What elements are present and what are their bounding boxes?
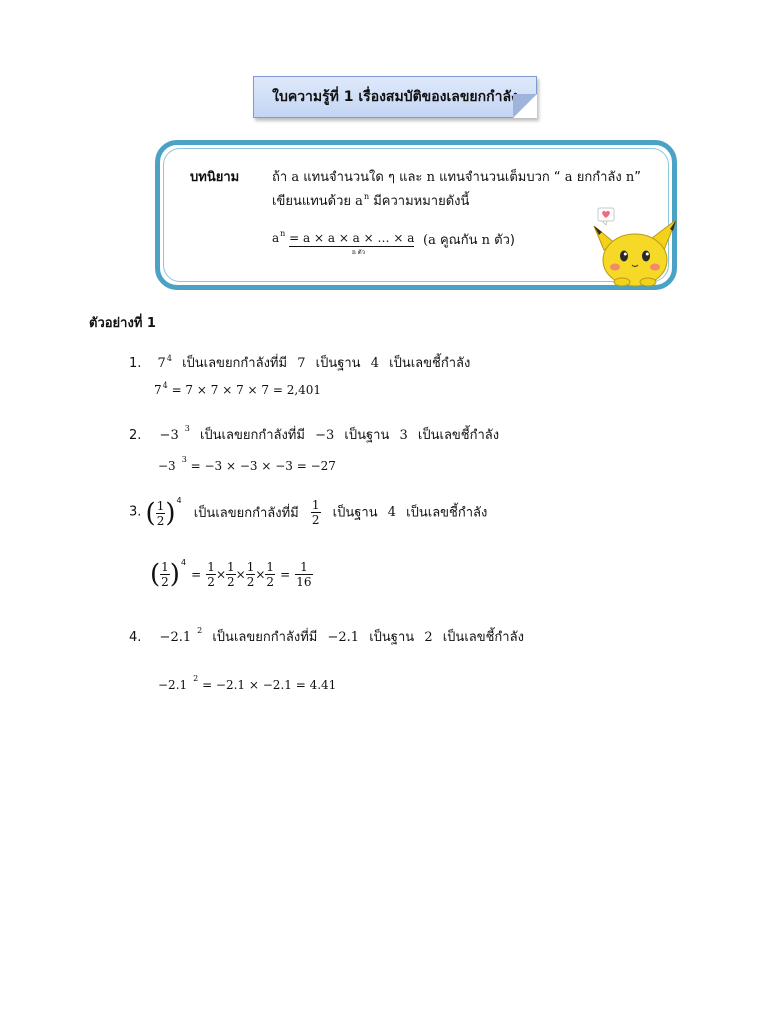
def-text: แทนจำนวนใด ๆ และ bbox=[303, 170, 423, 185]
def-symbol-base: a bbox=[355, 194, 363, 209]
example-text: เป็นเลขชี้กำลัง bbox=[406, 505, 488, 521]
example-2-expr bbox=[159, 424, 190, 443]
def-text: แทนจำนวนเต็มบวก “ bbox=[439, 170, 561, 185]
expr-exp: 3 bbox=[184, 424, 190, 433]
fraction bbox=[156, 499, 166, 528]
example-3-expr bbox=[145, 496, 186, 529]
example-number: 4. bbox=[129, 630, 142, 645]
example-exponent: 3 bbox=[399, 428, 408, 443]
def-text: มีความหมายดังนี้ bbox=[373, 194, 470, 209]
calc-rest: = −2.1 × −2.1 = 4.41 bbox=[202, 678, 337, 692]
example-2-statement bbox=[129, 424, 499, 445]
times-sign: × bbox=[215, 567, 226, 582]
example-text: เป็นเลขชี้กำลัง bbox=[442, 630, 524, 645]
example-exponent: 4 bbox=[387, 504, 397, 520]
expr-base: −2.1 bbox=[159, 630, 192, 645]
expr-base: 7 bbox=[157, 356, 166, 371]
def-text: เขียนแทนด้วย bbox=[272, 194, 352, 209]
times-sign: × bbox=[235, 567, 246, 582]
formula-underbrace-label: n ตัว bbox=[352, 249, 366, 256]
example-text: เป็นฐาน bbox=[369, 630, 415, 645]
equals-sign: = bbox=[280, 567, 291, 582]
example-1-expr bbox=[158, 356, 172, 371]
folded-corner bbox=[513, 94, 537, 118]
formula-lhs-exp: n bbox=[280, 229, 286, 238]
definition-line-2 bbox=[272, 190, 469, 211]
example-2-calc bbox=[158, 455, 336, 473]
example-3-base-fraction bbox=[311, 498, 321, 527]
expr-exp: 2 bbox=[197, 626, 203, 635]
fraction-numerator: 1 bbox=[207, 560, 215, 574]
example-text: เป็นฐาน bbox=[344, 428, 390, 443]
fraction-denominator: 2 bbox=[207, 575, 215, 589]
definition-label: บทนิยาม bbox=[190, 170, 240, 185]
fraction-denominator: 2 bbox=[311, 512, 320, 527]
equals-sign: = bbox=[191, 567, 202, 582]
def-symbol-exp: n bbox=[363, 192, 370, 201]
formula-lhs bbox=[272, 231, 285, 245]
definition-line-1 bbox=[272, 166, 641, 187]
expr-base: −3 bbox=[159, 428, 179, 443]
example-4-expr bbox=[159, 626, 203, 645]
fraction bbox=[226, 560, 236, 589]
example-text: เป็นเลขยกกำลังที่มี bbox=[182, 356, 288, 371]
formula-note bbox=[423, 229, 515, 250]
def-var-n: n bbox=[426, 170, 435, 185]
example-text: เป็นเลขยกกำลังที่มี bbox=[212, 630, 318, 645]
example-exponent: 2 bbox=[424, 630, 433, 645]
example-text: เป็นเลขยกกำลังที่มี bbox=[199, 428, 305, 443]
fraction-numerator: 1 bbox=[156, 499, 165, 513]
fraction-denominator: 16 bbox=[296, 575, 312, 589]
example-3-statement bbox=[129, 496, 487, 528]
calc-rest: = 7 × 7 × 7 × 7 = 2,401 bbox=[171, 383, 322, 397]
fraction-numerator: 1 bbox=[266, 560, 275, 574]
fraction-denominator: 2 bbox=[266, 575, 275, 589]
right-paren: ) bbox=[165, 498, 176, 529]
example-text: เป็นฐาน bbox=[315, 356, 361, 371]
formula-rhs: = a × a × a × … × a bbox=[289, 231, 415, 245]
calc-exp: 2 bbox=[193, 674, 199, 683]
formula-note-n: n bbox=[481, 233, 490, 248]
fraction-numerator: 1 bbox=[227, 560, 235, 574]
left-paren: ( bbox=[150, 559, 161, 590]
formula-lhs-base: a bbox=[272, 231, 280, 245]
fraction-denominator: 2 bbox=[227, 575, 235, 589]
fraction-numerator: 1 bbox=[161, 560, 169, 574]
example-4-calc bbox=[158, 674, 336, 692]
expr-exp: 4 bbox=[166, 354, 172, 363]
fraction bbox=[206, 560, 216, 589]
example-base: 7 bbox=[297, 356, 306, 371]
worksheet-title: ใบความรู้ที่ 1 เรื่องสมบัติของเลขยกกำลัง bbox=[272, 89, 518, 105]
example-1-statement bbox=[129, 352, 470, 373]
calc-base: −2.1 bbox=[158, 678, 188, 692]
example-number: 3. bbox=[129, 504, 142, 520]
example-base: −2.1 bbox=[327, 630, 360, 645]
formula-note-text: คูณกัน bbox=[439, 233, 478, 248]
example-base: −3 bbox=[315, 428, 335, 443]
example-4-statement bbox=[129, 626, 524, 647]
pikachu-mascot-icon bbox=[590, 198, 680, 290]
fraction-numerator: 1 bbox=[295, 560, 312, 575]
example-text: เป็นเลขชี้กำลัง bbox=[417, 428, 500, 443]
fraction-denominator: 2 bbox=[246, 575, 255, 589]
def-text: ” bbox=[634, 170, 641, 185]
example-text: เป็นเลขชี้กำลัง bbox=[389, 356, 471, 371]
definition-formula bbox=[272, 229, 414, 245]
example-heading: ตัวอย่างที่ 1 bbox=[89, 316, 156, 331]
fraction-denominator: 2 bbox=[161, 575, 169, 589]
example-text: เป็นเลขยกกำลังที่มี bbox=[193, 505, 299, 521]
formula-note-text: ตัว) bbox=[494, 233, 515, 248]
def-var-a: a bbox=[291, 170, 300, 185]
def-text: ถ้า bbox=[272, 170, 288, 185]
formula-note-a: (a bbox=[423, 233, 436, 248]
calc-rest: = −3 × −3 × −3 = −27 bbox=[190, 459, 336, 473]
example-3-calc bbox=[150, 558, 313, 589]
def-var-n: n bbox=[625, 170, 635, 185]
calc-base: 7 bbox=[154, 383, 162, 397]
def-symbol bbox=[355, 194, 369, 209]
def-var-a: a bbox=[564, 170, 573, 185]
calc-exp: 4 bbox=[180, 558, 187, 567]
calc-exp: 4 bbox=[162, 381, 168, 390]
example-number: 2. bbox=[129, 428, 142, 443]
example-exponent: 4 bbox=[370, 356, 379, 371]
example-text: เป็นฐาน bbox=[332, 505, 378, 521]
left-paren: ( bbox=[145, 498, 156, 529]
times-sign: × bbox=[255, 567, 266, 582]
right-paren: ) bbox=[169, 559, 180, 590]
worksheet-title-box bbox=[253, 76, 537, 118]
fraction-numerator: 1 bbox=[246, 560, 255, 574]
fraction bbox=[246, 560, 256, 589]
fraction-numerator: 1 bbox=[311, 497, 320, 512]
expr-exp: 4 bbox=[176, 496, 182, 505]
def-text: ยกกำลัง bbox=[576, 170, 622, 185]
calc-exp: 3 bbox=[181, 455, 187, 464]
calc-base: −3 bbox=[158, 459, 176, 473]
fraction bbox=[160, 560, 170, 589]
fraction bbox=[265, 560, 275, 589]
result-fraction bbox=[295, 560, 312, 589]
example-1-calc bbox=[154, 381, 321, 397]
fraction-denominator: 2 bbox=[156, 514, 165, 528]
example-number: 1. bbox=[129, 356, 142, 371]
